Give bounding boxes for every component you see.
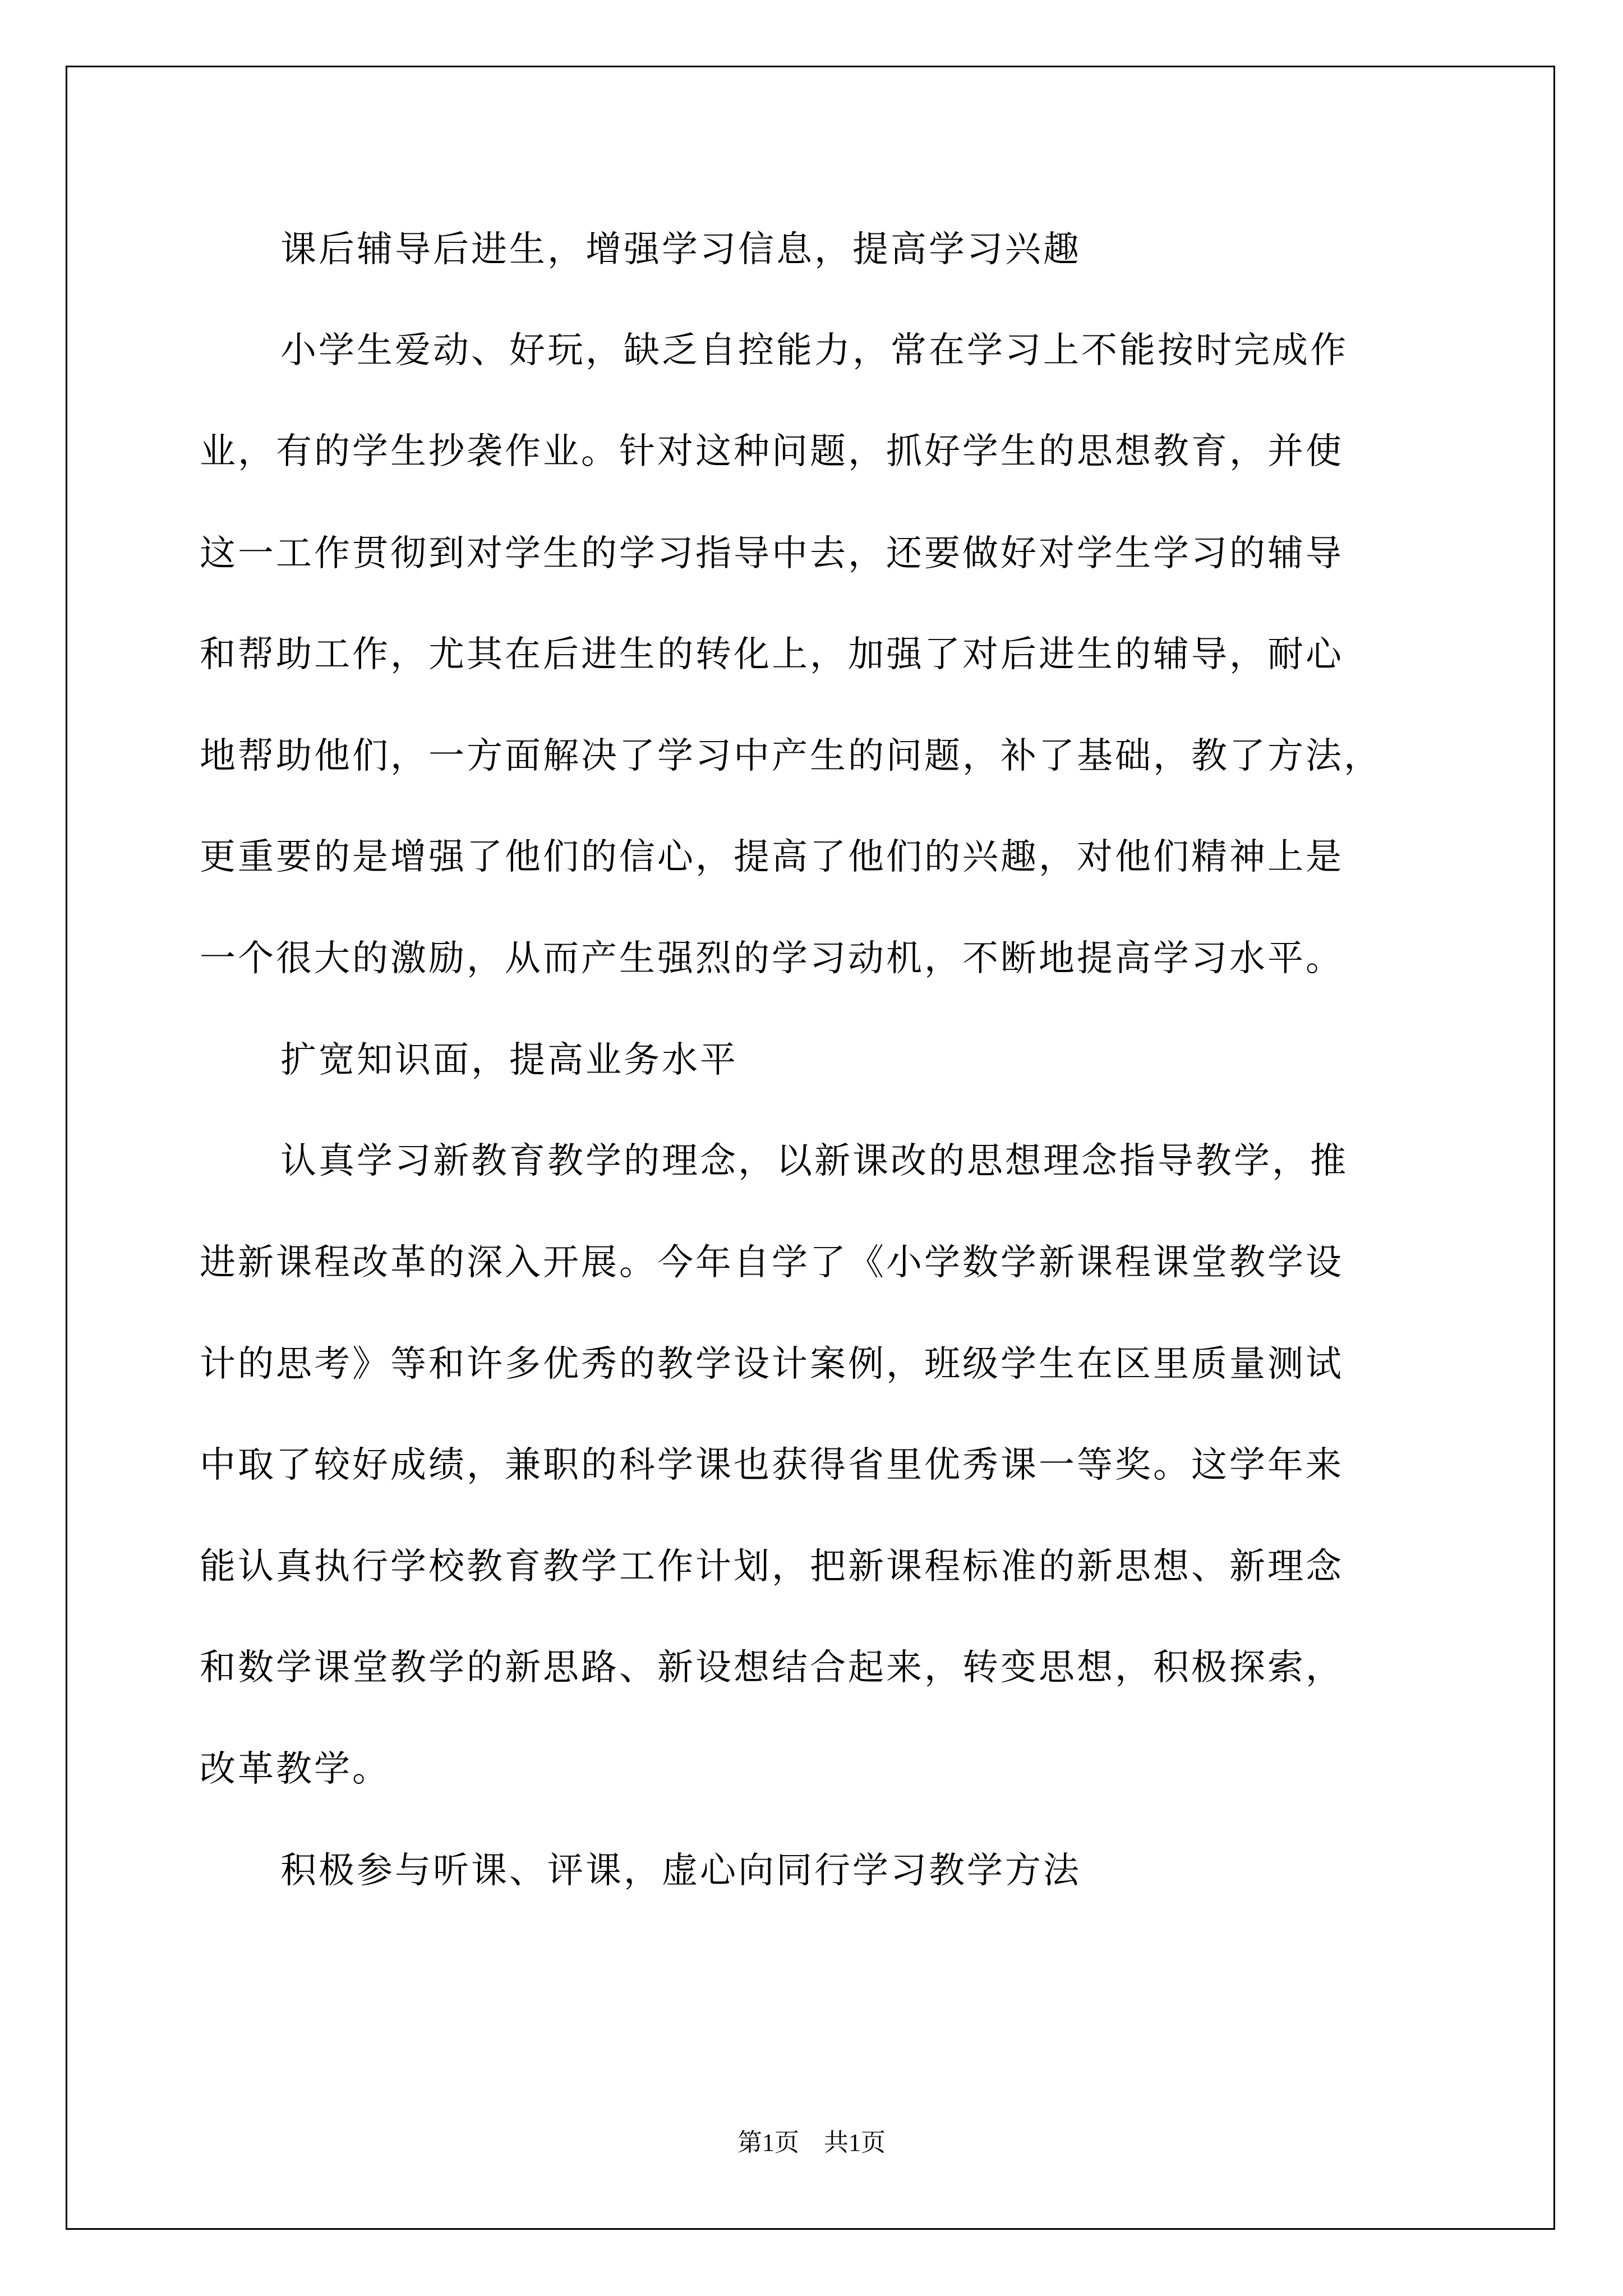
- paragraph-line: 小学生爱动、好玩，缺乏自控能力，常在学习上不能按时完成作: [280, 330, 1348, 371]
- page-footer: 第1页 共1页: [737, 2129, 886, 2156]
- paragraph-line: 能认真执行学校教育教学工作计划，把新课程标准的新思想、新理念: [200, 1546, 1344, 1588]
- paragraph-line: 地帮助他们，一方面解决了学习中产生的问题，补了基础，教了方法，: [200, 735, 1382, 777]
- heading-attend-lessons: 积极参与听课、评课，虚心向同行学习教学方法: [280, 1850, 1081, 1892]
- heading-broaden-knowledge: 扩宽知识面，提高业务水平: [280, 1039, 738, 1081]
- heading-after-class-tutoring: 课后辅导后进生，增强学习信息，提高学习兴趣: [280, 229, 1081, 270]
- paragraph-line: 和帮助工作，尤其在后进生的转化上，加强了对后进生的辅导，耐心: [200, 634, 1344, 675]
- paragraph-line: 计的思考》等和许多优秀的教学设计案例，班级学生在区里质量测试: [200, 1343, 1344, 1385]
- paragraph-line: 改革教学。: [200, 1749, 390, 1790]
- paragraph-line: 中取了较好成绩，兼职的科学课也获得省里优秀课一等奖。这学年来: [200, 1444, 1344, 1486]
- paragraph-line: 更重要的是增强了他们的信心，提高了他们的兴趣，对他们精神上是: [200, 836, 1344, 878]
- paragraph-line: 一个很大的激励，从而产生强烈的学习动机，不断地提高学习水平。: [200, 938, 1344, 979]
- paragraph-line: 业，有的学生抄袭作业。针对这种问题，抓好学生的思想教育，并使: [200, 431, 1344, 472]
- paragraph-line: 这一工作贯彻到对学生的学习指导中去，还要做好对学生学习的辅导: [200, 533, 1344, 574]
- paragraph-line: 进新课程改革的深入开展。今年自学了《小学数学新课程课堂教学设: [200, 1242, 1344, 1283]
- paragraph-line: 认真学习新教育教学的理念，以新课改的思想理念指导教学，推: [280, 1140, 1348, 1182]
- paragraph-line: 和数学课堂教学的新思路、新设想结合起来，转变思想，积极探索，: [200, 1647, 1344, 1688]
